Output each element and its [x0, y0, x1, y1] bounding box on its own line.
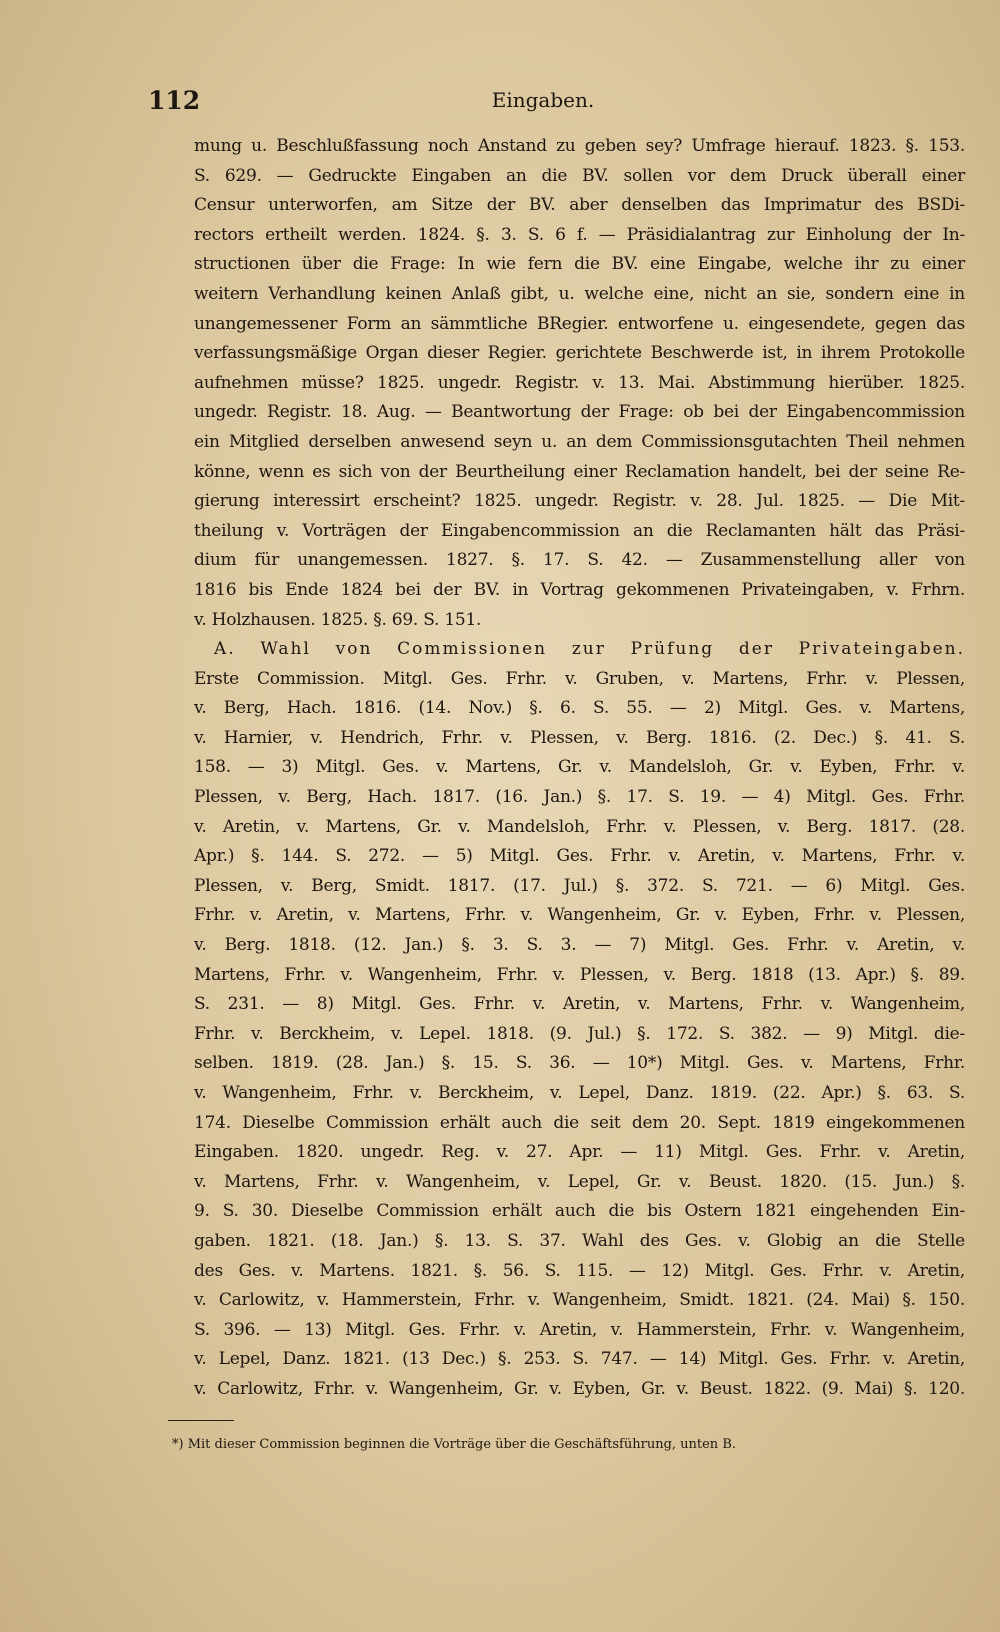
text-line: gierung interessirt erscheint? 1825. ungedr. Registr. v. 28. Jul. 1825. — Die Mit-: [194, 491, 965, 512]
text-line: S. 231. — 8) Mitgl. Ges. Frhr. v. Aretin, v. Martens, Frhr. v. Wangenheim,: [194, 994, 965, 1015]
text-line: 1816 bis Ende 1824 bei der BV. in Vortrag gekommenen Privateingaben, v. Frhrn.: [194, 579, 965, 600]
text-line: v. Wangenheim, Frhr. v. Berckheim, v. Lepel, Danz. 1819. (22. Apr.) §. 63. S.: [194, 1083, 965, 1103]
text-line: aufnehmen müsse? 1825. ungedr. Registr. v. 13. Mai. Abstimmung hierüber. 1825.: [194, 372, 965, 393]
body-text: [194, 132, 965, 1405]
text-line: v. Holzhausen. 1825. §. 69. S. 151.: [194, 609, 482, 630]
text-line: Eingaben. 1820. ungedr. Reg. v. 27. Apr. — 11) Mitgl. Ges. Frhr. v. Aretin,: [194, 1142, 965, 1163]
text-line: gaben. 1821. (18. Jan.) §. 13. S. 37. Wahl des Ges. v. Globig an die Stelle: [194, 1230, 965, 1251]
text-line: structionen über die Frage: In wie fern die BV. eine Eingabe, welche ihr zu einer: [194, 254, 965, 275]
text-line: Apr.) §. 144. S. 272. — 5) Mitgl. Ges. Frhr. v. Aretin, v. Martens, Frhr. v.: [194, 846, 965, 867]
text-line: rectors ertheilt werden. 1824. §. 3. S. 6 f. — Präsidialantrag zur Einholung der In-: [194, 224, 965, 245]
text-line: mung u. Beschlußfassung noch Anstand zu geben sey? Umfrage hierauf. 1823. §. 153.: [194, 136, 965, 156]
page-header: [148, 86, 938, 126]
text-line: Frhr. v. Aretin, v. Martens, Frhr. v. Wangenheim, Gr. v. Eyben, Frhr. v. Plessen,: [194, 905, 965, 926]
text-line: v. Carlowitz, v. Hammerstein, Frhr. v. Wangenheim, Smidt. 1821. (24. Mai) §. 150.: [194, 1290, 965, 1311]
text-line: könne, wenn es sich von der Beurtheilung einer Reclamation handelt, bei der seine Re-: [194, 461, 965, 482]
text-line: Frhr. v. Berckheim, v. Lepel. 1818. (9. Jul.) §. 172. S. 382. — 9) Mitgl. die-: [194, 1023, 965, 1044]
text-line: ein Mitglied derselben anwesend seyn u. an dem Commissionsgutachten Theil nehmen: [194, 431, 965, 452]
text-line: 158. — 3) Mitgl. Ges. v. Martens, Gr. v. Mandelsloh, Gr. v. Eyben, Frhr. v.: [194, 757, 965, 778]
page-number: 112: [148, 86, 201, 115]
text-line: Erste Commission. Mitgl. Ges. Frhr. v. Gruben, v. Martens, Frhr. v. Plessen,: [194, 668, 965, 689]
text-line: 174. Dieselbe Commission erhält auch die seit dem 20. Sept. 1819 eingekommenen: [194, 1112, 965, 1133]
text-line: S. 396. — 13) Mitgl. Ges. Frhr. v. Aretin, v. Hammerstein, Frhr. v. Wangenheim,: [194, 1319, 965, 1340]
text-line: selben. 1819. (28. Jan.) §. 15. S. 36. — 10*) Mitgl. Ges. v. Martens, Frhr.: [194, 1053, 965, 1074]
text-line: weitern Verhandlung keinen Anlaß gibt, u. welche eine, nicht an sie, sondern eine in: [194, 283, 965, 304]
text-line: Plessen, v. Berg, Smidt. 1817. (17. Jul.) §. 372. S. 721. — 6) Mitgl. Ges.: [194, 875, 965, 896]
text-line: Plessen, v. Berg, Hach. 1817. (16. Jan.) §. 17. S. 19. — 4) Mitgl. Ges. Frhr.: [194, 787, 965, 808]
text-line: v. Martens, Frhr. v. Wangenheim, v. Lepel, Gr. v. Beust. 1820. (15. Jun.) §.: [194, 1171, 965, 1192]
text-line: Censur unterworfen, am Sitze der BV. aber denselben das Imprimatur des BSDi-: [194, 195, 965, 216]
section-heading: A. Wahl von Commissionen zur Prüfung der Privateingaben.: [214, 639, 965, 660]
text-line: unangemessener Form an sämmtliche BRegier. entworfene u. eingesendete, gegen das: [194, 313, 965, 334]
text-line: 9. S. 30. Dieselbe Commission erhält auch die bis Ostern 1821 eingehenden Ein-: [194, 1201, 965, 1222]
text-line: des Ges. v. Martens. 1821. §. 56. S. 115. — 12) Mitgl. Ges. Frhr. v. Aretin,: [194, 1260, 965, 1281]
footnote-divider: [168, 1420, 234, 1421]
text-line: v. Berg. 1818. (12. Jan.) §. 3. S. 3. — 7) Mitgl. Ges. Frhr. v. Aretin, v.: [194, 935, 965, 956]
text-line: Martens, Frhr. v. Wangenheim, Frhr. v. Plessen, v. Berg. 1818 (13. Apr.) §. 89.: [194, 964, 965, 985]
text-line: v. Aretin, v. Martens, Gr. v. Mandelsloh, Frhr. v. Plessen, v. Berg. 1817. (28.: [194, 816, 965, 837]
running-head: Eingaben.: [491, 88, 595, 112]
text-line: theilung v. Vorträgen der Eingabencommission an die Reclamanten hält das Präsi-: [194, 520, 965, 541]
text-line: verfassungsmäßige Organ dieser Regier. gerichtete Beschwerde ist, in ihrem Protokolle: [194, 343, 965, 364]
text-line: v. Harnier, v. Hendrich, Frhr. v. Plessen, v. Berg. 1816. (2. Dec.) §. 41. S.: [194, 727, 965, 748]
footnote: *) Mit dieser Commission beginnen die Vorträge über die Geschäftsführung, unten B.: [172, 1437, 737, 1452]
text-line: ungedr. Registr. 18. Aug. — Beantwortung der Frage: ob bei der Eingabencommission: [194, 402, 965, 423]
text-line: S. 629. — Gedruckte Eingaben an die BV. sollen vor dem Druck überall einer: [194, 165, 965, 186]
text-line: v. Berg, Hach. 1816. (14. Nov.) §. 6. S. 55. — 2) Mitgl. Ges. v. Martens,: [194, 698, 965, 719]
text-line: dium für unangemessen. 1827. §. 17. S. 42. — Zusammenstellung aller von: [194, 550, 965, 571]
text-line: v. Carlowitz, Frhr. v. Wangenheim, Gr. v. Eyben, Gr. v. Beust. 1822. (9. Mai) §. 120.: [194, 1378, 965, 1399]
text-line: v. Lepel, Danz. 1821. (13 Dec.) §. 253. S. 747. — 14) Mitgl. Ges. Frhr. v. Aretin,: [194, 1349, 965, 1370]
